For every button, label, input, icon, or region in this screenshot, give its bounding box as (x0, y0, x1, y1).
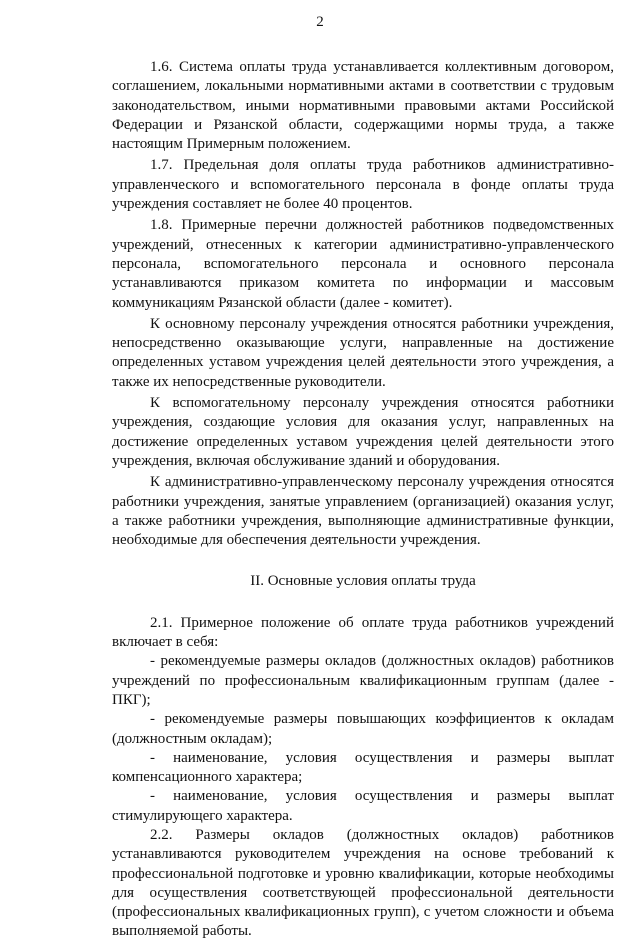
paragraph-support-staff: К вспомогательному персоналу учреждения относятся работники учреждения, создающие условия для оказания услуг, направленных на достижение определенных уставом учреждения целей деятельности этого учреждения, включая обслуживание зданий и оборудования. (112, 395, 614, 469)
paragraph-1-8: 1.8. Примерные перечни должностей работников подведомственных учреждений, отнесенных к категории административно-управленческого персонала, вспомогательного персонала и основного персонала устанавливаются приказом комитета по информации и массовым коммуникациям Рязанской области (далее - комитет). (112, 217, 614, 311)
paragraph-main-staff: К основному персоналу учреждения относятся работники учреждения, непосредственно оказывающие услуги, направленные на достижение определенных уставом учреждения целей деятельности этого учреждения, а также их непосредственные руководители. (112, 315, 614, 390)
paragraph-1-7: 1.7. Предельная доля оплаты труда работников административно-управленческого и вспомогательного персонала в фонде оплаты труда учреждения составляет не более 40 процентов. (112, 157, 614, 213)
paragraph-admin-staff: К административно-управленческому персоналу учреждения относятся работники учреждения, занятые управлением (организацией) оказания услуг, а также работники учреждения, выполняющие административные функции, необходимые для обеспечения деятельности учреждения. (112, 474, 614, 549)
paragraph-1-6: 1.6. Система оплаты труда устанавливается коллективным договором, соглашением, локальными нормативными актами в соответствии с трудовым законодательством, иными нормативными правовыми актами Российской Федерации и Рязанской области, содержащими нормы труда, а также настоящим Примерным положением. (112, 59, 614, 153)
list-item: - наименование, условия осуществления и размеры выплат компенсационного характера; (112, 749, 614, 786)
list-item: - наименование, условия осуществления и размеры выплат стимулирующего характера. (112, 788, 614, 824)
paragraph-2-2: 2.2. Размеры окладов (должностных окладов) работников устанавливаются руководителем учреждения на основе требований к профессиональной подготовке и уровню квалификации, которые необходимы для осуществления соответствующей профессиональной деятельности (профессиональных квалификационных групп), с учетом сложности и объема выполняемой работы. (112, 826, 614, 940)
list-item: - рекомендуемые размеры повышающих коэффициентов к окладам (должностным окладам); (112, 711, 614, 747)
document-body (112, 58, 614, 942)
section-heading: II. Основные условия оплаты труда (250, 573, 476, 590)
page-number: 2 (316, 14, 324, 30)
paragraph-2-1: 2.1. Примерное положение об оплате труда работников учреждений включает в себя: (112, 614, 614, 651)
list-item: - рекомендуемые размеры окладов (должностных окладов) работников учреждений по профессиональным квалификационным группам (далее - ПКГ); (112, 653, 614, 708)
